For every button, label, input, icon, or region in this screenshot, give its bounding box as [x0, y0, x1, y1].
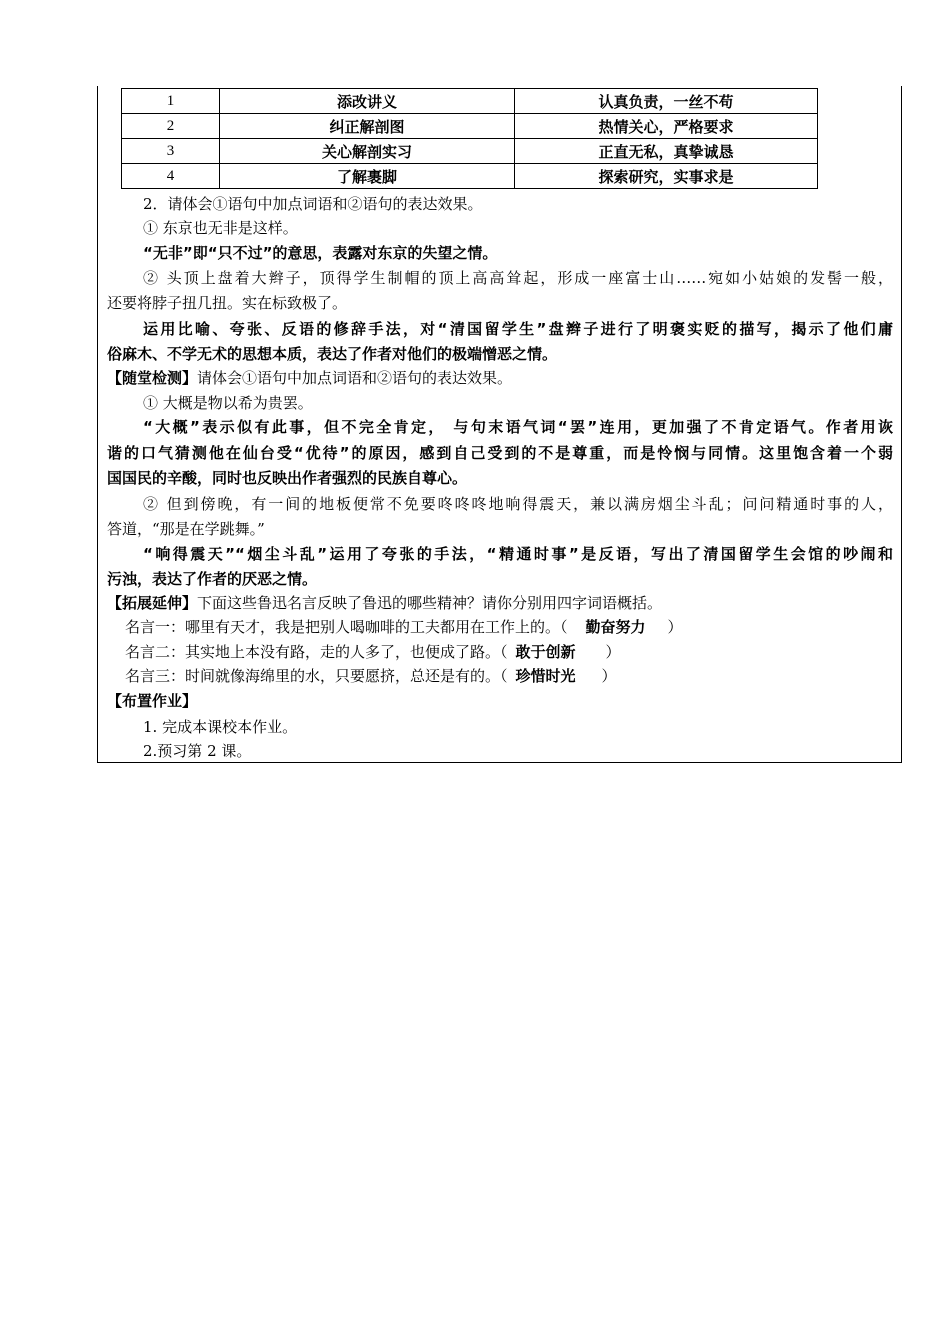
- quote-2: [125, 642, 621, 662]
- row-quality: 正直无私，真挚诚恳: [515, 139, 818, 164]
- quote-2-answer: 敢于创新: [515, 643, 576, 661]
- row-event: 了解裹脚: [220, 164, 515, 189]
- row-event: 添改讲义: [220, 89, 515, 114]
- q2-sentence-2-line2: 还要将脖子扭几扭。实在标致极了。: [107, 294, 348, 312]
- quote-1-text: 名言一：哪里有天才，我是把别人喝咖啡的工夫都用在工作上的。（: [125, 618, 568, 636]
- quote-3: [125, 666, 617, 686]
- quote-3-close: ）: [601, 667, 617, 685]
- check-answer-1-line2: 谐的口气猜测他在仙台受“优待”的原因，感到自己受到的不是尊重，而是怜悯与同情。这里饱含着一个弱: [107, 444, 893, 462]
- extend-prompt: 下面这些鲁迅名言反映了鲁迅的哪些精神？请你分别用四字词语概括。: [197, 594, 663, 612]
- table-row: [122, 164, 818, 189]
- check-sentence-1: ① 大概是物以希为贵罢。: [143, 394, 313, 412]
- table-row: [122, 114, 818, 139]
- row-event: 关心解剖实习: [220, 139, 515, 164]
- table-row: [122, 139, 818, 164]
- row-number: 3: [122, 139, 220, 164]
- quote-2-text: 名言二：其实地上本没有路，走的人多了，也便成了路。（: [125, 643, 508, 661]
- q2-answer-1: “无非”即“只不过”的意思，表露对东京的失望之情。: [143, 244, 498, 262]
- check-section: [107, 368, 512, 388]
- extend-label: 【拓展延伸】: [107, 594, 198, 612]
- homework-item-2: 2.预习第 2 课。: [143, 742, 252, 760]
- row-number: 1: [122, 89, 220, 114]
- check-answer-1-line1: “大概”表示似有此事，但不完全肯定， 与句末语气词“罢”连用，更加强了不肯定语气。作者用诙: [143, 418, 893, 436]
- extend-section: [107, 593, 662, 613]
- quote-3-text: 名言三：时间就像海绵里的水，只要愿挤，总还是有的。（: [125, 667, 508, 685]
- q2-prompt: 2．请体会①语句中加点词语和②语句的表达效果。: [143, 195, 483, 213]
- events-table: [121, 88, 818, 189]
- quote-3-answer: 珍惜时光: [515, 667, 576, 685]
- q2-answer-2-line2: 俗麻木、不学无术的思想本质，表达了作者对他们的极端憎恶之情。: [107, 345, 558, 363]
- row-quality: 探索研究，实事求是: [515, 164, 818, 189]
- quote-2-close: ）: [605, 643, 621, 661]
- check-prompt: 请体会①语句中加点词语和②语句的表达效果。: [197, 369, 513, 387]
- homework-label: 【布置作业】: [107, 692, 198, 710]
- q2-sentence-2-line1: ② 头顶上盘着大辫子，顶得学生制帽的顶上高高耸起，形成一座富士山……宛如小姑娘的发髻一般，: [143, 269, 893, 287]
- check-label: 【随堂检测】: [107, 369, 198, 387]
- row-number: 2: [122, 114, 220, 139]
- quote-1-close: ）: [667, 618, 683, 636]
- homework-item-1: 1. 完成本课校本作业。: [143, 718, 298, 736]
- quote-1: [125, 617, 683, 637]
- row-quality: 认真负责，一丝不苟: [515, 89, 818, 114]
- check-sentence-2-line2: 答道，“那是在学跳舞。”: [107, 520, 265, 538]
- table-row: [122, 89, 818, 114]
- check-answer-2-line1: “响得震天”“烟尘斗乱”运用了夸张的手法，“精通时事”是反语，写出了清国留学生会馆的吵闹和: [143, 545, 893, 563]
- check-answer-2-line2: 污浊，表达了作者的厌恶之情。: [107, 570, 318, 588]
- q2-answer-2-line1: 运用比喻、夸张、反语的修辞手法，对“清国留学生”盘辫子进行了明褒实贬的描写，揭示了他们庸: [143, 320, 893, 338]
- row-event: 纠正解剖图: [220, 114, 515, 139]
- row-number: 4: [122, 164, 220, 189]
- check-answer-1-line3: 国国民的辛酸，同时也反映出作者强烈的民族自尊心。: [107, 469, 468, 487]
- row-quality: 热情关心，严格要求: [515, 114, 818, 139]
- q2-sentence-1: ① 东京也无非是这样。: [143, 219, 298, 237]
- quote-1-answer: 勤奋努力: [585, 618, 646, 636]
- check-sentence-2-line1: ② 但到傍晚，有一间的地板便常不免要咚咚咚地响得震天，兼以满房烟尘斗乱；问问精通时事的人，: [143, 495, 893, 513]
